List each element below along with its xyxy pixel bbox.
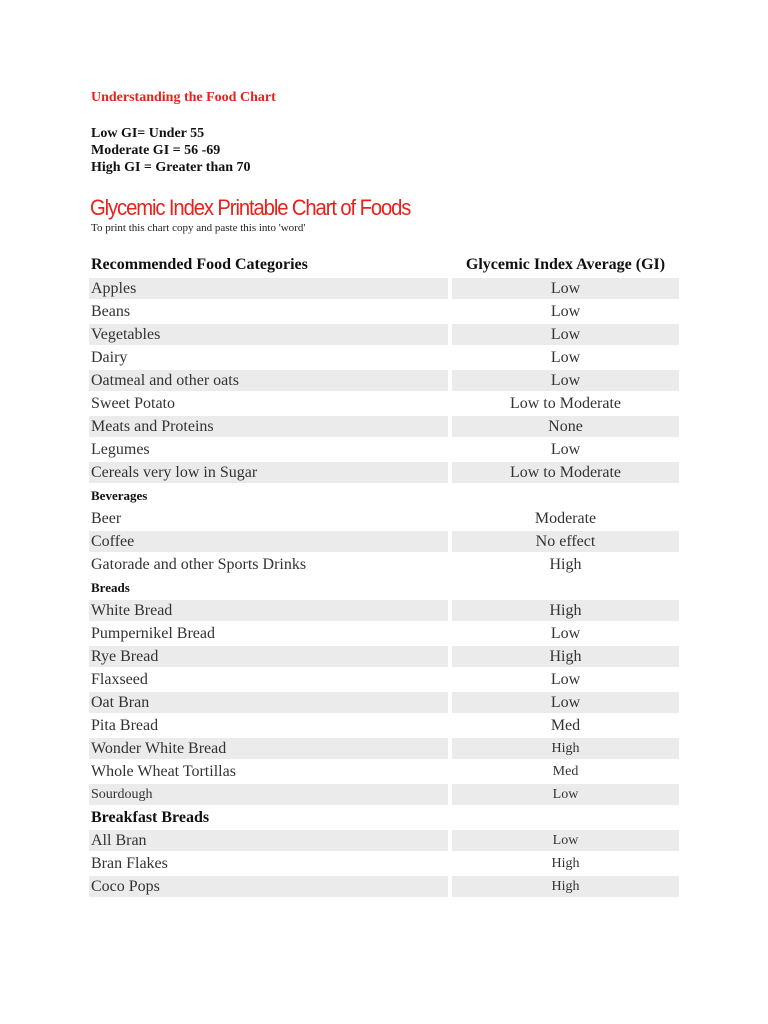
gi-cell xyxy=(452,577,679,598)
gi-cell: Low xyxy=(550,670,581,688)
gi-cell: Low xyxy=(452,692,679,713)
food-cell: White Bread xyxy=(89,600,448,621)
food-cell: Beer xyxy=(91,509,122,527)
gi-cell: None xyxy=(452,416,679,437)
table-row xyxy=(89,277,679,300)
gi-cell: Low xyxy=(452,278,679,299)
legend-low: Low GI= Under 55 xyxy=(91,126,205,141)
section-label: Breads xyxy=(91,579,130,595)
table-row xyxy=(89,714,679,737)
food-cell: Gatorade and other Sports Drinks xyxy=(91,555,307,573)
gi-cell: Low xyxy=(550,624,581,642)
table-row xyxy=(89,760,679,783)
table-row xyxy=(89,300,679,323)
table-row xyxy=(89,622,679,645)
gi-cell: High xyxy=(549,555,582,573)
food-cell: Oatmeal and other oats xyxy=(89,370,448,391)
food-cell: Pita Bread xyxy=(91,716,159,734)
table-row xyxy=(89,392,679,415)
food-cell: Apples xyxy=(89,278,448,299)
gi-cell: High xyxy=(452,600,679,621)
gi-cell: Moderate xyxy=(534,509,597,527)
table-row xyxy=(89,461,679,484)
gi-cell: Low xyxy=(452,370,679,391)
food-cell: Wonder White Bread xyxy=(89,738,448,759)
table-row xyxy=(89,645,679,668)
section-row xyxy=(89,484,679,507)
column-header-food: Recommended Food Categories xyxy=(91,256,308,273)
food-cell: Flaxseed xyxy=(91,670,148,688)
table-row xyxy=(89,737,679,760)
gi-table xyxy=(89,253,679,898)
food-cell: Vegetables xyxy=(89,324,448,345)
gi-cell: Low xyxy=(452,784,679,805)
food-cell: Coco Pops xyxy=(89,876,448,897)
food-cell: Dairy xyxy=(91,348,128,366)
gi-cell xyxy=(452,485,679,506)
gi-cell: No effect xyxy=(452,531,679,552)
gi-cell: Low xyxy=(550,440,581,458)
gi-cell: Low xyxy=(452,324,679,345)
legend-high: High GI = Greater than 70 xyxy=(91,160,251,175)
gi-legend xyxy=(91,125,251,176)
legend-moderate: Moderate GI = 56 -69 xyxy=(91,143,221,158)
gi-cell: High xyxy=(452,738,679,759)
table-header-row xyxy=(89,253,679,277)
table-row xyxy=(89,852,679,875)
food-cell: All Bran xyxy=(89,830,448,851)
food-cell: Beans xyxy=(91,302,131,320)
table-row xyxy=(89,346,679,369)
gi-cell: Low to Moderate xyxy=(509,394,622,412)
table-row xyxy=(89,875,679,898)
table-row xyxy=(89,599,679,622)
table-row xyxy=(89,691,679,714)
table-row xyxy=(89,530,679,553)
food-cell: Cereals very low in Sugar xyxy=(89,462,448,483)
intro-title: Understanding the Food Chart xyxy=(91,90,276,105)
chart-subtitle: To print this chart copy and paste this into 'word' xyxy=(91,222,306,234)
food-cell: Sweet Potato xyxy=(91,394,175,412)
gi-cell: Med xyxy=(552,763,579,779)
gi-cell: Low to Moderate xyxy=(452,462,679,483)
gi-cell: Low xyxy=(550,302,581,320)
section-label: Beverages xyxy=(91,487,148,503)
table-row xyxy=(89,369,679,392)
food-cell: Sourdough xyxy=(89,784,448,805)
section-row xyxy=(89,576,679,599)
gi-cell: High xyxy=(551,855,580,871)
table-row xyxy=(89,829,679,852)
gi-cell: High xyxy=(452,646,679,667)
chart-title: Glycemic Index Printable Chart of Foods xyxy=(90,195,411,220)
table-row xyxy=(89,553,679,576)
food-cell: Whole Wheat Tortillas xyxy=(91,762,236,780)
table-row xyxy=(89,323,679,346)
gi-cell: High xyxy=(452,876,679,897)
gi-cell: Med xyxy=(550,716,581,734)
section-label: Breakfast Breads xyxy=(91,808,210,826)
table-row xyxy=(89,783,679,806)
food-cell: Pumpernikel Bread xyxy=(91,624,215,642)
table-row xyxy=(89,668,679,691)
gi-cell: Low xyxy=(550,348,581,366)
food-cell: Rye Bread xyxy=(89,646,448,667)
table-row xyxy=(89,507,679,530)
table-row xyxy=(89,415,679,438)
food-cell: Oat Bran xyxy=(89,692,448,713)
section-row xyxy=(89,806,679,829)
food-cell: Coffee xyxy=(89,531,448,552)
column-header-gi: Glycemic Index Average (GI) xyxy=(465,256,666,273)
food-cell: Meats and Proteins xyxy=(89,416,448,437)
table-row xyxy=(89,438,679,461)
gi-cell: Low xyxy=(452,830,679,851)
gi-cell xyxy=(452,807,679,828)
food-cell: Bran Flakes xyxy=(91,854,168,872)
food-cell: Legumes xyxy=(91,440,150,458)
